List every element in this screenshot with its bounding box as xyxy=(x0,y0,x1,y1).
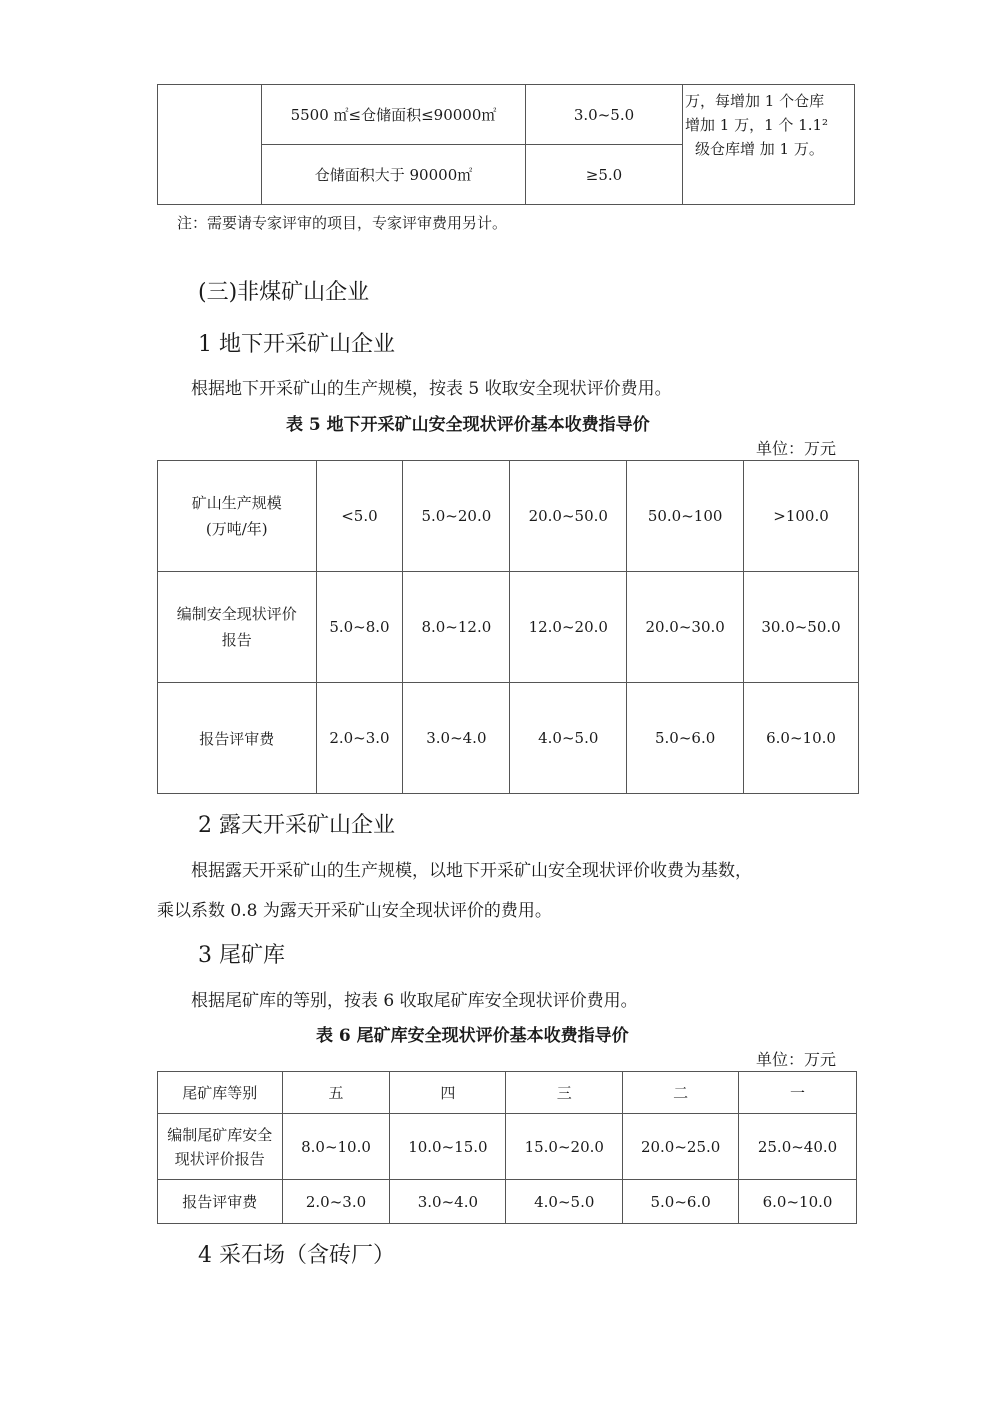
row-header: 报告评审费 xyxy=(158,683,317,794)
table-cell: 五 xyxy=(282,1072,390,1114)
subsection-heading-quarry: 4 采石场（含砖厂） xyxy=(198,1243,395,1268)
table-cell: 8.0~12.0 xyxy=(403,572,510,683)
table-cell: 4.0~5.0 xyxy=(506,1180,623,1224)
table-row xyxy=(158,85,855,145)
table-caption: 表 5 地下开采矿山安全现状评价基本收费指导价 xyxy=(286,415,650,435)
row-header-line: 编制尾矿库安全 xyxy=(167,1125,273,1144)
table-cell: >100.0 xyxy=(744,461,859,572)
table-cell: 8.0~10.0 xyxy=(282,1114,390,1180)
table-cell: 5.0~8.0 xyxy=(316,572,403,683)
row-header-line: 矿山生产规模 xyxy=(191,494,282,512)
remark-line: 万，每增加 1 个仓库 xyxy=(685,92,825,110)
subsection-heading-underground: 1 地下开采矿山企业 xyxy=(198,332,395,357)
table-cell: 2.0~3.0 xyxy=(282,1180,390,1224)
tailings-fee-table xyxy=(157,1071,857,1224)
row-header: 报告评审费 xyxy=(158,1180,283,1224)
remark-line: 级仓库增 加 1 万。 xyxy=(695,140,824,158)
row-header-line: 报告 xyxy=(221,631,252,649)
table-cell: 5500 ㎡≤仓储面积≤90000㎡ xyxy=(262,85,526,145)
underground-mine-fee-table xyxy=(157,460,859,794)
table-cell: 20.0~30.0 xyxy=(627,572,744,683)
paragraph: 乘以系数 0.8 为露天开采矿山安全现状评价的费用。 xyxy=(157,901,552,921)
table-row xyxy=(158,1114,857,1180)
table-cell: 5.0~20.0 xyxy=(403,461,510,572)
table-cell: ≥5.0 xyxy=(526,145,683,205)
paragraph: 根据地下开采矿山的生产规模，按表 5 收取安全现状评价费用。 xyxy=(191,379,672,399)
table-cell: <5.0 xyxy=(316,461,403,572)
table-cell: 3.0~5.0 xyxy=(526,85,683,145)
unit-label: 单位：万元 xyxy=(756,439,837,458)
paragraph: 根据露天开采矿山的生产规模，以地下开采矿山安全现状评价收费为基数， xyxy=(191,861,752,881)
row-header-line: (万吨/年) xyxy=(205,520,268,538)
remark-cell xyxy=(683,85,855,205)
table-row xyxy=(158,1180,857,1224)
table-cell: 四 xyxy=(390,1072,506,1114)
table-cell: 20.0~25.0 xyxy=(623,1114,739,1180)
table-cell: 三 xyxy=(506,1072,623,1114)
table-cell: 5.0~6.0 xyxy=(623,1180,739,1224)
subsection-heading-openpit: 2 露天开采矿山企业 xyxy=(198,813,395,838)
row-header xyxy=(158,461,317,572)
row-header-line: 编制安全现状评价 xyxy=(176,605,297,623)
table-cell: 3.0~4.0 xyxy=(403,683,510,794)
table-cell: 25.0~40.0 xyxy=(739,1114,857,1180)
unit-label: 单位：万元 xyxy=(756,1050,837,1069)
table-cell: 5.0~6.0 xyxy=(627,683,744,794)
table-cell: 3.0~4.0 xyxy=(390,1180,506,1224)
table-cell: 2.0~3.0 xyxy=(316,683,403,794)
table-row xyxy=(158,461,859,572)
table-cell: 10.0~15.0 xyxy=(390,1114,506,1180)
table-row xyxy=(158,683,859,794)
remark-line: 增加 1 万，1 个 1.1² xyxy=(685,116,829,134)
table-cell: 6.0~10.0 xyxy=(739,1180,857,1224)
subsection-heading-tailings: 3 尾矿库 xyxy=(198,943,285,968)
row-header xyxy=(158,1114,283,1180)
table-cell: 仓储面积大于 90000㎡ xyxy=(262,145,526,205)
row-header: 尾矿库等别 xyxy=(158,1072,283,1114)
table-cell: 一 xyxy=(739,1072,857,1114)
table-row xyxy=(158,1072,857,1114)
table-cell: 15.0~20.0 xyxy=(506,1114,623,1180)
table-note: 注：需要请专家评审的项目，专家评审费用另计。 xyxy=(177,214,508,232)
table-row xyxy=(158,572,859,683)
table-cell: 6.0~10.0 xyxy=(744,683,859,794)
table-cell: 30.0~50.0 xyxy=(744,572,859,683)
table-cell: 50.0~100 xyxy=(627,461,744,572)
table-cell: 12.0~20.0 xyxy=(510,572,627,683)
paragraph: 根据尾矿库的等别，按表 6 收取尾矿库安全现状评价费用。 xyxy=(191,991,638,1011)
empty-category-cell xyxy=(158,85,262,205)
table-caption: 表 6 尾矿库安全现状评价基本收费指导价 xyxy=(316,1026,629,1046)
warehouse-fee-table xyxy=(157,84,855,205)
row-header xyxy=(158,572,317,683)
table-cell: 二 xyxy=(623,1072,739,1114)
table-cell: 20.0~50.0 xyxy=(510,461,627,572)
row-header-line: 现状评价报告 xyxy=(174,1149,265,1168)
table-cell: 4.0~5.0 xyxy=(510,683,627,794)
section-heading: (三)非煤矿山企业 xyxy=(198,280,370,305)
